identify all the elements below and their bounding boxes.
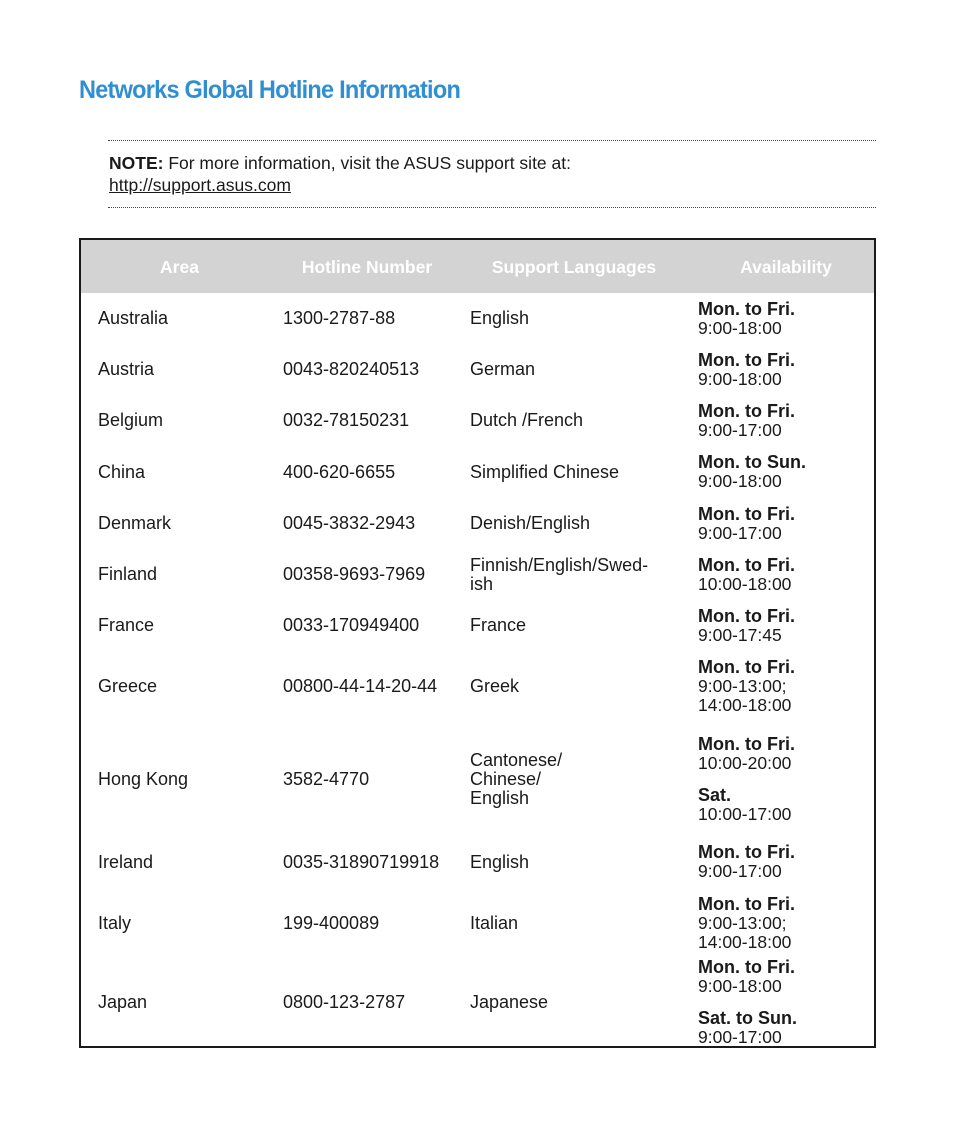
area-cell: [98, 293, 278, 344]
area-cell: [98, 600, 278, 651]
table-row: [81, 395, 874, 446]
hotline-number-cell-text: 00800-44-14-20-44: [283, 675, 438, 696]
hotline-number-cell: [283, 395, 465, 446]
header-availability: Availability: [740, 256, 832, 277]
availability-days: Mon. to Fri.: [698, 656, 795, 677]
availability-cell: [698, 498, 868, 549]
availability-hours: 10:00-17:00: [698, 803, 792, 824]
support-languages-cell: [470, 498, 680, 549]
availability-days: Mon. to Fri.: [698, 298, 795, 319]
hotline-number-cell-text: 0033-170949400: [283, 615, 420, 635]
area-cell-text: Denmark: [98, 513, 172, 533]
availability-cell: [698, 549, 868, 600]
availability-days: Mon. to Fri.: [698, 503, 795, 524]
area-cell: [98, 549, 278, 600]
table-row: [81, 498, 874, 549]
availability-hours: 9:00-17:00: [698, 522, 782, 543]
availability-hours: 9:00-18:00: [698, 976, 782, 996]
hotline-number-cell-text: 0800-123-2787: [283, 992, 406, 1012]
hotline-table: [79, 238, 876, 1048]
hotline-number-cell: [283, 446, 465, 498]
area-cell: [98, 887, 278, 959]
area-cell-text: Hong Kong: [98, 768, 189, 789]
availability-hours: 9:00-18:00: [698, 471, 782, 491]
hotline-number-cell: [283, 498, 465, 549]
note-box: [109, 152, 869, 196]
support-languages-cell: [470, 600, 680, 651]
availability-block: [698, 735, 795, 773]
availability-cell: [698, 600, 868, 651]
support-languages-cell-text: German: [470, 359, 536, 379]
area-cell-text: Belgium: [98, 410, 164, 430]
availability-hours: 9:00-13:00; 14:00-18:00: [698, 675, 792, 715]
support-languages-cell: [470, 837, 680, 887]
availability-hours: 9:00-13:00; 14:00-18:00: [698, 912, 792, 952]
availability-days: Mon. to Fri.: [698, 957, 795, 977]
availability-cell: [698, 837, 868, 887]
availability-cell: [698, 887, 868, 959]
hotline-number-cell: [283, 959, 465, 1046]
availability-days: Mon. to Fri.: [698, 400, 795, 421]
availability-days: Sat. to Sun.: [698, 1008, 797, 1028]
hotline-number-cell: [283, 293, 465, 344]
table-row: [81, 344, 874, 395]
hotline-number-cell-text: 400-620-6655: [283, 461, 396, 482]
support-languages-cell-text: Cantonese/ Chinese/ English: [470, 749, 563, 808]
availability-block: [698, 300, 795, 338]
hotline-number-cell-text: 0035-31890719918: [283, 851, 440, 872]
hotline-number-cell: [283, 549, 465, 600]
table-row: [81, 959, 874, 1046]
area-cell: [98, 395, 278, 446]
area-cell-text: France: [98, 615, 155, 635]
hotline-number-cell-text: 0045-3832-2943: [283, 513, 416, 533]
header-support-languages: Support Languages: [491, 256, 657, 277]
availability-cell: [698, 395, 868, 446]
support-languages-cell-text: Greek: [470, 675, 520, 696]
availability-block: [698, 453, 806, 491]
hotline-number-cell-text: 3582-4770: [283, 768, 370, 789]
support-languages-cell-text: France: [470, 615, 527, 635]
availability-days: Mon. to Fri.: [698, 733, 795, 754]
support-languages-cell: [470, 959, 680, 1046]
availability-block: [698, 351, 795, 389]
availability-days: Mon. to Fri.: [698, 349, 795, 370]
area-cell-text: Finland: [98, 564, 158, 584]
table-row: [81, 549, 874, 600]
table-row: [81, 600, 874, 651]
table-row: [81, 837, 874, 887]
availability-block: [698, 958, 795, 996]
area-cell-text: Australia: [98, 308, 169, 328]
availability-days: Mon. to Fri.: [698, 605, 795, 626]
table-row: [81, 651, 874, 721]
support-languages-cell: [470, 446, 680, 498]
availability-hours: 10:00-20:00: [698, 752, 792, 773]
table-header: [81, 240, 874, 293]
area-cell-text: China: [98, 461, 146, 482]
availability-block: [698, 843, 795, 881]
availability-cell: [698, 651, 868, 721]
table-row: [81, 293, 874, 344]
hotline-number-cell: [283, 344, 465, 395]
area-cell: [98, 498, 278, 549]
hotline-number-cell: [283, 887, 465, 959]
area-cell: [98, 837, 278, 887]
support-languages-cell: [470, 549, 680, 600]
hotline-number-cell: [283, 837, 465, 887]
availability-hours: 9:00-17:00: [698, 1027, 782, 1047]
availability-hours: 9:00-18:00: [698, 317, 782, 338]
availability-block: [698, 1009, 797, 1047]
support-languages-cell: [470, 344, 680, 395]
availability-days: Mon. to Sun.: [698, 452, 806, 472]
availability-hours: 9:00-17:00: [698, 419, 782, 440]
availability-days: Mon. to Fri.: [698, 842, 795, 862]
hotline-number-cell: [283, 651, 465, 721]
note-top-divider: [108, 140, 876, 141]
note-text: For more information, visit the ASUS support site at:: [163, 153, 571, 173]
area-cell-text: Ireland: [98, 851, 154, 872]
availability-block: [698, 658, 795, 715]
availability-block: [698, 505, 795, 543]
availability-block: [698, 607, 795, 645]
hotline-number-cell: [283, 600, 465, 651]
area-cell-text: Austria: [98, 359, 155, 379]
support-languages-cell-text: Dutch /French: [470, 410, 584, 430]
note-bottom-divider: [108, 207, 876, 208]
availability-hours: 9:00-17:00: [698, 861, 782, 881]
hotline-number-cell-text: 00358-9693-7969: [283, 564, 426, 584]
availability-cell: [698, 293, 868, 344]
hotline-number-cell-text: 0043-820240513: [283, 359, 420, 379]
support-languages-cell: [470, 721, 680, 837]
availability-hours: 9:00-18:00: [698, 368, 782, 389]
area-cell: [98, 959, 278, 1046]
area-cell-text: Greece: [98, 675, 158, 696]
availability-cell: [698, 959, 868, 1046]
availability-block: [698, 786, 791, 824]
header-hotline-number: Hotline Number: [301, 256, 433, 277]
area-cell: [98, 344, 278, 395]
availability-block: [698, 556, 795, 594]
support-languages-cell: [470, 651, 680, 721]
support-link[interactable]: http://support.asus.com: [109, 175, 291, 195]
area-cell: [98, 446, 278, 498]
availability-cell: [698, 446, 868, 498]
hotline-number-cell-text: 0032-78150231: [283, 410, 410, 430]
area-cell-text: Italy: [98, 912, 132, 933]
support-languages-cell: [470, 293, 680, 344]
table-row: [81, 721, 874, 837]
hotline-number-cell: [283, 721, 465, 837]
availability-block: [698, 402, 795, 440]
availability-cell: [698, 721, 868, 837]
support-languages-cell-text: Denish/English: [470, 513, 591, 533]
availability-days: Mon. to Fri.: [698, 554, 795, 575]
header-area: Area: [160, 256, 199, 277]
hotline-number-cell-text: 199-400089: [283, 912, 380, 933]
area-cell: [98, 721, 278, 837]
support-languages-cell-text: Italian: [470, 912, 519, 933]
hotline-number-cell-text: 1300-2787-88: [283, 308, 396, 328]
support-languages-cell: [470, 887, 680, 959]
support-languages-cell-text: Finnish/English/Swed- ish: [470, 554, 649, 594]
support-languages-cell-text: English: [470, 851, 530, 872]
availability-days: Mon. to Fri.: [698, 893, 795, 914]
area-cell-text: Japan: [98, 992, 148, 1012]
area-cell: [98, 651, 278, 721]
support-languages-cell-text: English: [470, 308, 530, 328]
availability-days: Sat.: [698, 784, 732, 805]
table-row: [81, 446, 874, 498]
support-languages-cell-text: Simplified Chinese: [470, 461, 620, 482]
availability-hours: 9:00-17:45: [698, 624, 782, 645]
support-languages-cell-text: Japanese: [470, 992, 549, 1012]
note-label: NOTE:: [109, 153, 164, 173]
availability-hours: 10:00-18:00: [698, 573, 792, 594]
availability-block: [698, 895, 795, 952]
support-languages-cell: [470, 395, 680, 446]
table-row: [81, 887, 874, 959]
page-title: Networks Global Hotline Information: [79, 76, 461, 104]
availability-cell: [698, 344, 868, 395]
